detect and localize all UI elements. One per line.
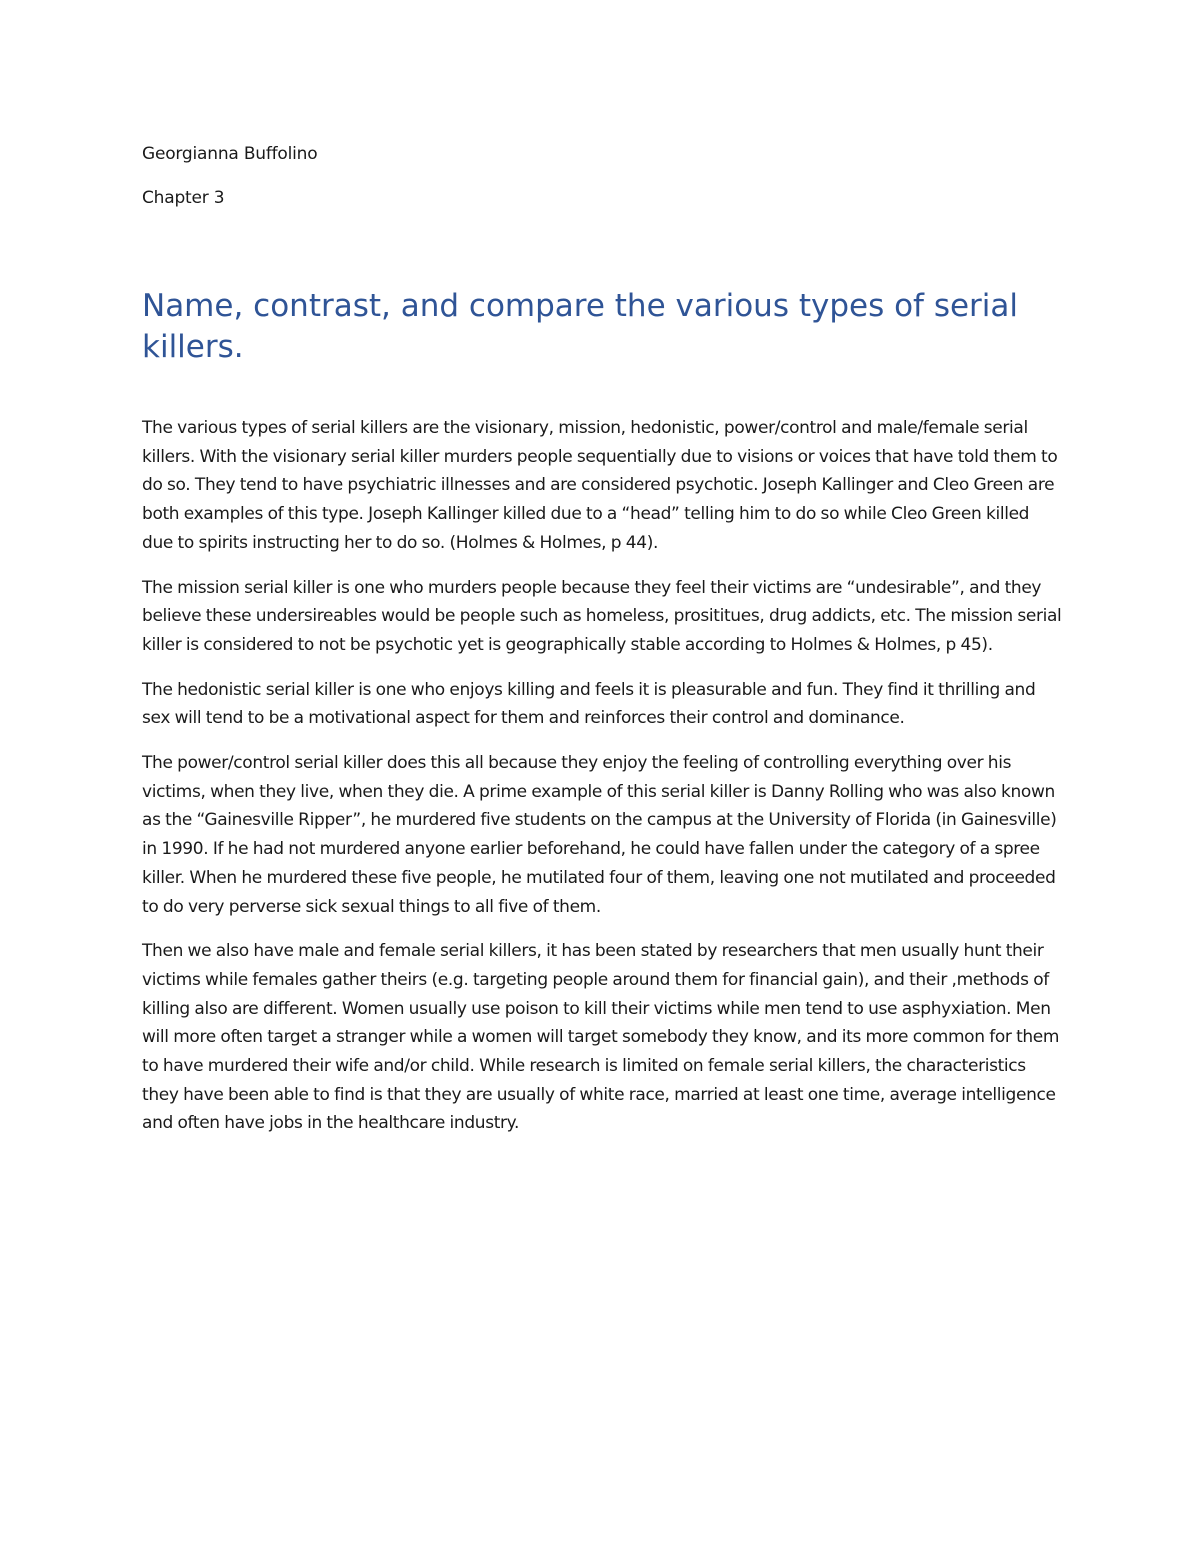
author-name: Georgianna Buffolino [142,144,318,164]
paragraph-visionary: The various types of serial killers are the visionary, mission, hedonistic, power/control and male/female serial killers. With the visionary serial killer murders people sequentially due to visions or voices that have told them to do so. They tend to have psychiatric illnesses and are considered psychotic. Joseph Kallinger and Cleo Green are both examples of this type. Joseph Kallinger killed due to a “head” telling him to do so while Cleo Green killed due to spirits instructing her to do so. (Holmes & Holmes, p 44). [142,418,1058,553]
essay-question-title: Name, contrast, and compare the various types of serial killers. [142,288,1019,365]
paragraph-mission: The mission serial killer is one who murders people because they feel their victims are “undesirable”, and they believe these undersireables would be people such as homeless, prosititues, drug addicts, etc. The mission serial killer is considered to not be psychotic yet is geographically stable according to Holmes & Holmes, p 45). [142,577,1062,655]
chapter-label: Chapter 3 [142,188,225,208]
paragraph-male-female: Then we also have male and female serial killers, it has been stated by researchers that men usually hunt their victims while females gather theirs (e.g. targeting people around them for financial gain), and their ,methods of killing also are different. Women usually use poison to kill their victims while men tend to use asphyxiation. Men will more often target a stranger while a women will target somebody they know, and its more common for them to have murdered their wife and/or child. While research is limited on female serial killers, the characteristics they have been able to find is that they are usually of white race, married at least one time, average intelligence and often have jobs in the healthcare industry. [142,941,1060,1134]
document-body [142,140,1062,1154]
paragraph-hedonistic: The hedonistic serial killer is one who enjoys killing and feels it is pleasurable and fun. They find it thrilling and sex will tend to be a motivational aspect for them and reinforces their control and dominance. [142,679,1036,729]
paragraph-power-control: The power/control serial killer does this all because they enjoy the feeling of controlling everything over his victims, when they live, when they die. A prime example of this serial killer is Danny Rolling who was also known as the “Gainesville Ripper”, he murdered five students on the campus at the University of Florida (in Gainesville) in 1990. If he had not murdered anyone earlier beforehand, he could have fallen under the category of a spree killer. When he murdered these five people, he mutilated four of them, leaving one not mutilated and proceeded to do very perverse sick sexual things to all five of them. [142,753,1057,917]
